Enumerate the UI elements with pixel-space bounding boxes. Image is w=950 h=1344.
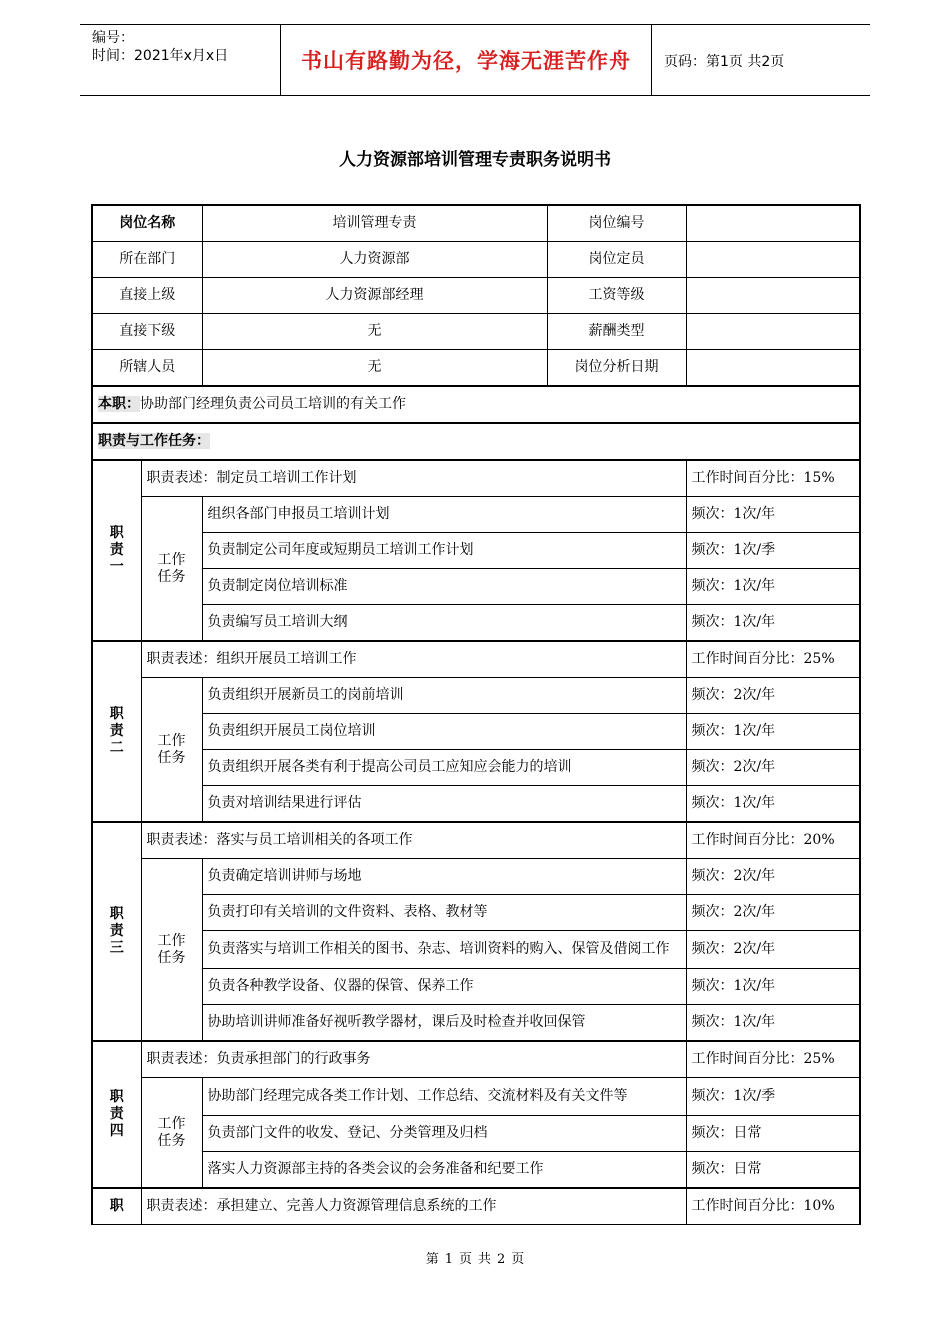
task-label-line: 任务 <box>157 749 186 766</box>
task-row <box>92 969 860 1005</box>
footer-page: 1 <box>444 1252 453 1267</box>
duty-desc-row <box>92 1188 860 1225</box>
footer-unit: 页 <box>458 1252 472 1267</box>
task-frequency: 频次：2次/年 <box>686 895 860 931</box>
info-value <box>686 205 860 242</box>
duty-name-char: 三 <box>109 940 124 956</box>
info-row <box>92 242 860 278</box>
info-value <box>686 350 860 387</box>
duty-desc-row <box>92 641 860 678</box>
page-header <box>80 24 870 96</box>
task-frequency: 频次：1次/年 <box>686 786 860 823</box>
tasks-heading-cell <box>92 423 860 460</box>
duty-percent: 工作时间百分比：20% <box>686 822 860 859</box>
task-text: 组织各部门申报员工培训计划 <box>202 497 686 533</box>
task-frequency: 频次：1次/年 <box>686 969 860 1005</box>
header-time: 时间：2021年x月x日 <box>92 48 229 64</box>
info-label: 直接上级 <box>92 278 202 314</box>
header-page-info: 页码：第1页 共2页 <box>664 54 785 70</box>
duty-text: 协助部门经理负责公司员工培训的有关工作 <box>140 396 406 412</box>
task-row <box>92 1078 860 1116</box>
info-label: 岗位名称 <box>92 205 202 242</box>
task-label-line: 工作 <box>157 732 186 749</box>
duty-description: 职责表述：承担建立、完善人力资源管理信息系统的工作 <box>141 1188 686 1225</box>
duty-name <box>92 460 141 641</box>
tasks-heading: 职责与工作任务： <box>98 433 210 449</box>
footer-total: 2 <box>497 1252 506 1267</box>
task-row <box>92 714 860 750</box>
duty-name-char: 职 <box>109 1089 124 1105</box>
task-frequency: 频次：2次/年 <box>686 678 860 714</box>
task-frequency: 频次：日常 <box>686 1152 860 1189</box>
info-value: 无 <box>202 314 547 350</box>
task-text: 负责部门文件的收发、登记、分类管理及归档 <box>202 1116 686 1152</box>
duty-description: 职责表述：落实与员工培训相关的各项工作 <box>141 822 686 859</box>
task-row <box>92 1116 860 1152</box>
task-frequency: 频次：1次/年 <box>686 714 860 750</box>
document-title: 人力资源部培训管理专责职务说明书 <box>339 150 611 170</box>
duty-name-char: 四 <box>109 1123 124 1139</box>
task-row <box>92 931 860 969</box>
info-label: 所在部门 <box>92 242 202 278</box>
duty-description: 职责表述：组织开展员工培训工作 <box>141 641 686 678</box>
table-body <box>92 205 860 1225</box>
duty-name-char: 责 <box>109 723 124 739</box>
task-text: 负责对培训结果进行评估 <box>202 786 686 823</box>
task-row <box>92 859 860 895</box>
footer-total-prefix: 共 <box>478 1252 492 1267</box>
info-row <box>92 314 860 350</box>
task-label <box>141 497 202 642</box>
duty-desc-row <box>92 1041 860 1078</box>
info-label: 工资等级 <box>547 278 686 314</box>
task-text: 协助部门经理完成各类工作计划、工作总结、交流材料及有关文件等 <box>202 1078 686 1116</box>
task-frequency: 频次：1次/年 <box>686 1005 860 1042</box>
duty-description: 职责表述：负责承担部门的行政事务 <box>141 1041 686 1078</box>
task-label <box>141 1078 202 1189</box>
duty-description: 职责表述：制定员工培训工作计划 <box>141 460 686 497</box>
tasks-heading-row <box>92 423 860 460</box>
duty-name-char: 职 <box>109 906 124 922</box>
task-label-line: 工作 <box>157 551 186 568</box>
duty-name <box>92 1188 141 1225</box>
duty-label: 本职： <box>98 396 140 412</box>
task-row <box>92 1152 860 1189</box>
task-text: 负责制定公司年度或短期员工培训工作计划 <box>202 533 686 569</box>
duty-percent: 工作时间百分比：25% <box>686 641 860 678</box>
task-row <box>92 895 860 931</box>
task-text: 负责组织开展新员工的岗前培训 <box>202 678 686 714</box>
duty-cell <box>92 386 860 423</box>
task-row <box>92 786 860 823</box>
info-label: 岗位分析日期 <box>547 350 686 387</box>
duty-desc-row <box>92 822 860 859</box>
info-value: 无 <box>202 350 547 387</box>
info-value: 培训管理专责 <box>202 205 547 242</box>
task-label-line: 工作 <box>157 1115 186 1132</box>
task-text: 负责落实与培训工作相关的图书、杂志、培训资料的购入、保管及借阅工作 <box>202 931 686 969</box>
duty-name <box>92 822 141 1041</box>
duty-name <box>92 641 141 822</box>
duty-desc-row <box>92 460 860 497</box>
task-row <box>92 678 860 714</box>
footer-prefix: 第 <box>425 1252 439 1267</box>
task-text: 负责打印有关培训的文件资料、表格、教材等 <box>202 895 686 931</box>
info-value: 人力资源部 <box>202 242 547 278</box>
task-label <box>141 678 202 823</box>
task-label-line: 任务 <box>157 949 186 966</box>
info-value <box>686 242 860 278</box>
job-description-table <box>91 204 861 1225</box>
info-value <box>686 278 860 314</box>
duty-name-char: 一 <box>109 559 124 575</box>
task-text: 落实人力资源部主持的各类会议的会务准备和纪要工作 <box>202 1152 686 1189</box>
task-frequency: 频次：日常 <box>686 1116 860 1152</box>
task-frequency: 频次：1次/年 <box>686 605 860 642</box>
task-label-line: 任务 <box>157 568 186 585</box>
task-text: 负责编写员工培训大纲 <box>202 605 686 642</box>
task-row <box>92 605 860 642</box>
duty-name-char: 责 <box>109 1106 124 1122</box>
task-frequency: 频次：1次/年 <box>686 569 860 605</box>
duty-name-char: 二 <box>109 740 124 756</box>
duty-name-char: 责 <box>109 542 124 558</box>
task-row <box>92 1005 860 1042</box>
duty-percent: 工作时间百分比：25% <box>686 1041 860 1078</box>
task-label-line: 工作 <box>157 932 186 949</box>
info-row <box>92 278 860 314</box>
info-label: 薪酬类型 <box>547 314 686 350</box>
task-frequency: 频次：1次/季 <box>686 533 860 569</box>
task-row <box>92 569 860 605</box>
header-motto: 书山有路勤为径，学海无涯苦作舟 <box>280 25 652 95</box>
info-row <box>92 205 860 242</box>
duty-name <box>92 1041 141 1188</box>
info-row <box>92 350 860 387</box>
info-value: 人力资源部经理 <box>202 278 547 314</box>
task-row <box>92 533 860 569</box>
task-label <box>141 859 202 1042</box>
footer-total-unit: 页 <box>511 1252 525 1267</box>
task-frequency: 频次：1次/季 <box>686 1078 860 1116</box>
duty-name-char: 责 <box>109 923 124 939</box>
task-text: 负责确定培训讲师与场地 <box>202 859 686 895</box>
header-meta <box>80 25 280 95</box>
task-text: 负责制定岗位培训标准 <box>202 569 686 605</box>
task-text: 协助培训讲师准备好视听教学器材，课后及时检查并收回保管 <box>202 1005 686 1042</box>
info-label: 所辖人员 <box>92 350 202 387</box>
info-value <box>686 314 860 350</box>
task-row <box>92 750 860 786</box>
task-row <box>92 497 860 533</box>
task-text: 负责组织开展各类有利于提高公司员工应知应会能力的培训 <box>202 750 686 786</box>
info-label: 岗位编号 <box>547 205 686 242</box>
header-number: 编号： <box>92 30 134 46</box>
duty-name-char: 职 <box>109 525 124 541</box>
info-label: 岗位定员 <box>547 242 686 278</box>
task-label-line: 任务 <box>157 1132 186 1149</box>
task-text: 负责组织开展员工岗位培训 <box>202 714 686 750</box>
task-frequency: 频次：2次/年 <box>686 750 860 786</box>
duty-name-char: 职 <box>109 1198 124 1214</box>
task-frequency: 频次：1次/年 <box>686 497 860 533</box>
task-text: 负责各种教学设备、仪器的保管、保养工作 <box>202 969 686 1005</box>
task-frequency: 频次：2次/年 <box>686 859 860 895</box>
task-frequency: 频次：2次/年 <box>686 931 860 969</box>
duty-percent: 工作时间百分比：10% <box>686 1188 860 1225</box>
page-footer <box>0 1248 950 1267</box>
info-label: 直接下级 <box>92 314 202 350</box>
duty-percent: 工作时间百分比：15% <box>686 460 860 497</box>
duty-row <box>92 386 860 423</box>
duty-name-char: 职 <box>109 706 124 722</box>
